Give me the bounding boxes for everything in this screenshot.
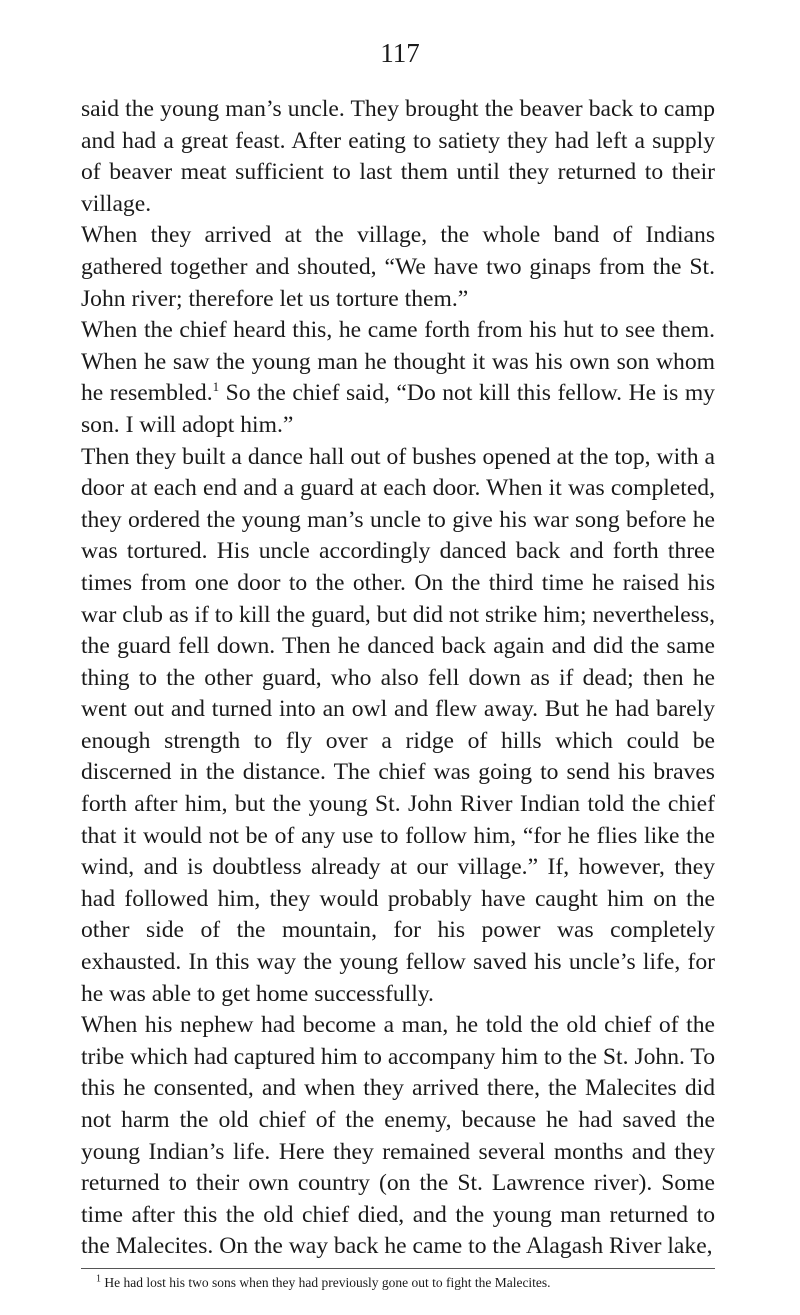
page-number: 117: [380, 38, 420, 68]
footnote: [96, 1274, 716, 1292]
body-text: [81, 94, 715, 1263]
paragraph: When his nephew had become a man, he told the old chief of the tribe which had captured him to accompany him to the St. John. To this he consented, and when they arrived there, the Malecites did not harm the old chief of the enemy, because he had saved the young Indian’s life. Here they remained several months and they returned to their own country (on the St. Lawrence river). Some time after this the old chief died, and the young man returned to the Malecites. On the way back he came to the Alagash River lake,: [81, 1012, 715, 1260]
footnote-marker: 1: [96, 1273, 101, 1285]
paragraph: said the young man’s uncle. They brought the beaver back to camp and had a great feast. After eating to satiety they had left a supply of beaver meat sufficient to last them until they returned to their village.: [81, 96, 715, 217]
footnote-text: He had lost his two sons when they had previously gone out to fight the Malecites.: [101, 1275, 551, 1290]
paragraph: Then they built a dance hall out of bushes opened at the top, with a door at each end and a guard at each door. When it was completed, they ordered the young man’s uncle to give his war song before he was tortured. His uncle accordingly danced back and forth three times from one door to the other. On the third time he raised his war club as if to kill the guard, but did not strike him; nevertheless, the guard fell down. Then he danced back again and did the same thing to the other guard, who also fell down as if dead; then he went out and turned into an owl and flew away. But he had barely enough strength to fly over a ridge of hills which could be discerned in the distance. The chief was going to send his braves forth after him, but the young St. John River Indian told the chief that it would not be of any use to follow him, “for he flies like the wind, and is doubtless already at our village.” If, however, they had followed him, they would probably have caught him on the other side of the mountain, for his power was completely exhausted. In this way the young fellow saved his uncle’s life, for he was able to get home successfully.: [81, 443, 715, 1007]
paragraph: When the chief heard this, he came forth from his hut to see them. When he saw the young man he thought it was his own son whom he resembled.$^1$ So the chief said, “Do not kill this fellow. He is my son. I will adopt him.”: [81, 317, 715, 438]
footnote-reference: 1: [212, 379, 220, 395]
footnote-divider: [81, 1268, 715, 1269]
paragraph: When they arrived at the village, the whole band of Indians gathered together and shouted, “We have two ginaps from the St. John river; therefore let us torture them.”: [81, 222, 715, 312]
